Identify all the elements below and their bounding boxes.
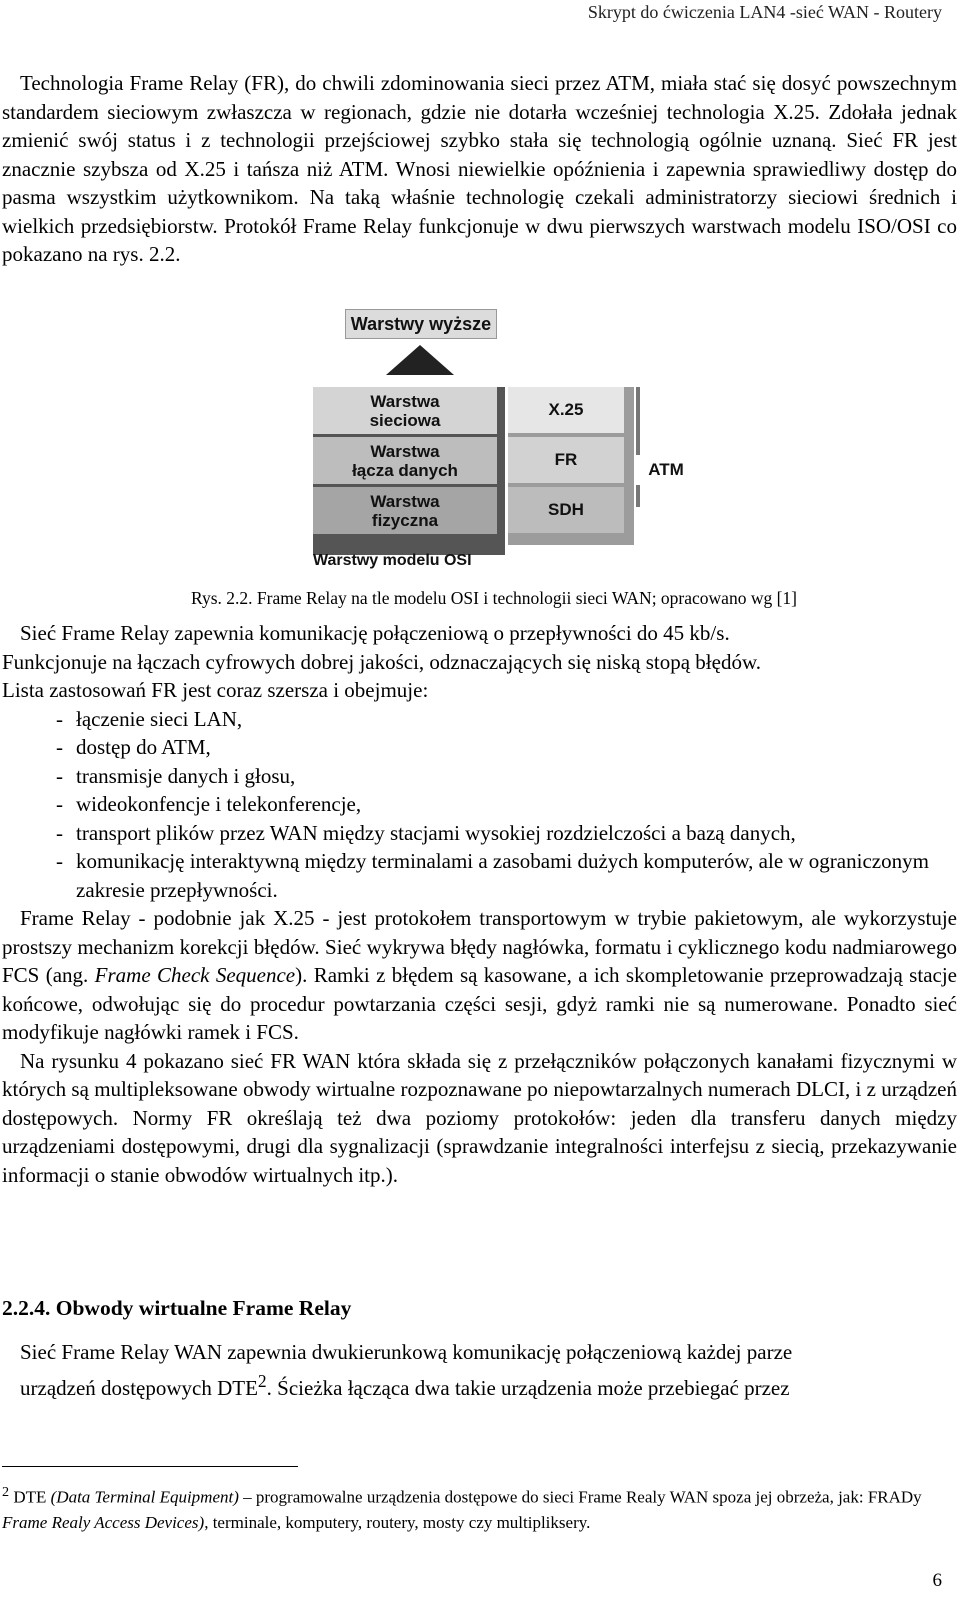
page-number: 6	[932, 1570, 942, 1591]
frame-relay-body	[2, 619, 957, 1189]
osi-layer-stack	[313, 387, 505, 555]
running-header: Skrypt do ćwiczenia LAN4 -sieć WAN - Routery	[587, 2, 942, 22]
paragraph-text	[2, 904, 957, 1047]
footnote-term: DTE	[13, 1487, 47, 1507]
figure-caption: Rys. 2.2. Frame Relay na tle modelu OSI i technologii sieci WAN; opracowano wg [1]	[190, 588, 797, 608]
osi-figure	[308, 305, 708, 571]
layer-label: Warstwa	[370, 491, 440, 511]
technology-x25: X.25	[508, 387, 624, 433]
layer-label: Warstwa	[370, 391, 440, 411]
virtual-circuits-paragraph	[20, 1338, 920, 1402]
layer-label: łącza danych	[352, 460, 458, 480]
fcs-term: Frame Check Sequence	[94, 963, 296, 987]
list-item: - łączenie sieci LAN,	[56, 705, 957, 734]
footnote-divider	[2, 1466, 298, 1467]
footnote-reference: 2	[257, 1370, 267, 1391]
list-item: - komunikację interaktywną między terminalami a zasobami dużych komputerów, ale w ograniczonym zakresie przepływności.	[56, 847, 957, 904]
list-item: - transport plików przez WAN między stacjami wysokiej rozdzielczości a bazą danych,	[56, 819, 957, 848]
footnote-text: , terminale, komputery, routery, mosty czy multipliksery.	[204, 1512, 591, 1532]
text-run: Frame Relay - podobnie jak X.25 - jest protokołem transportowym w trybie pakietowym, ale wykorzystuje prostszy mechanizm korekcji błędów. Sieć wykrywa błędy nagłówka, formatu i cyklicznego kodu nadmiarowego FCS (ang.	[2, 906, 957, 987]
applications-list	[2, 705, 957, 905]
up-arrow-icon	[386, 345, 454, 375]
paragraph-text: Sieć Frame Relay WAN zapewnia dwukierunkową komunikację połączeniową każdej parze	[20, 1340, 793, 1364]
paragraph-text: Technologia Frame Relay (FR), do chwili zdominowania sieci przez ATM, miała stać się dosyć powszechnym standardem sieciowym zwłaszcza w regionach, gdzie nie dotarła wcześniej technologia X.25. Zdołała jednak zmienić swój status i z technologii przejściowej szybko stała się technologią ogólnie uznaną. Sieć FR jest znacznie szybsza od X.25 i tańsza niż ATM. Wnosi niewielkie opóźnienia i zapewnia sprawiedliwy dostęp do pasma wszystkim użytkownikom. Na taką właśnie technologię czekali administratorzy sieciowi średnich i wielkich przedsiębiorstw. Protokół Frame Relay funkcjonuje w dwu pierwszych warstwach modelu ISO/OSI co pokazano na rys. 2.2.	[2, 71, 957, 266]
text-run: ). Ramki z błędem są kasowane, a ich skompletowanie przeprowadzają stacje końcowe, odwołując się do procedur powtarzania części sesji, gdyż ramki nie są numerowane. Ponadto sieć modyfikuje nagłówki ramek i FCS.	[2, 963, 957, 1044]
footnote-term-expansion: (Data Terminal Equipment)	[50, 1487, 239, 1507]
osi-model-label: Warstwy modelu OSI	[313, 552, 472, 569]
physical-layer	[313, 487, 497, 534]
network-layer	[313, 387, 497, 434]
list-item: - dostęp do ATM,	[56, 733, 957, 762]
atm-bracket	[636, 387, 640, 507]
data-link-layer	[313, 437, 497, 484]
footnote	[2, 1480, 957, 1535]
paragraph-text: Sieć Frame Relay zapewnia komunikację połączeniową o przepływności do 45 kb/s.	[20, 621, 730, 645]
layer-label: sieciowa	[369, 410, 441, 430]
text-run: urządzeń dostępowych DTE	[20, 1375, 258, 1400]
footnote-number: 2	[2, 1484, 10, 1500]
list-item: - transmisje danych i głosu,	[56, 762, 957, 791]
atm-label: ATM	[636, 455, 696, 485]
section-heading: 2.2.4. Obwody wirtualne Frame Relay	[2, 1296, 352, 1320]
intro-paragraph	[2, 69, 957, 269]
paragraph-text: Na rysunku 4 pokazano sieć FR WAN która składa się z przełączników połączonych kanałami fizycznymi w których są multipleksowane obwody wirtualne rozpoznawane po niepowtarzalnych numerach DLCI, i z urządzeń dostępowych. Normy FR określają też dwa poziomy protokołów: jeden dla transferu danych między urządzeniami dostępowymi, drugi dla sygnalizacji (sprawdzanie integralności interfejsu z siecią, przekazywanie informacji o stanie obwodów wirtualnych itp.).	[2, 1048, 957, 1187]
layer-label: Warstwa	[370, 441, 440, 461]
text-run: . Ścieżka łącząca dwa takie urządzenia może przebiegać przez	[266, 1375, 790, 1400]
paragraph-text: Lista zastosowań FR jest coraz szersza i obejmuje:	[2, 678, 429, 702]
upper-layers-label: Warstwy wyższe	[345, 309, 497, 339]
footnote-text: – programowalne urządzenia dostępowe do sieci Frame Realy WAN spoza jej obrzeża, jak: FRADy	[238, 1487, 922, 1507]
paragraph-text	[20, 1367, 920, 1403]
paragraph-text: Funkcjonuje na łączach cyfrowych dobrej jakości, odznaczających się niską stopą błędów.	[2, 649, 762, 674]
frad-expansion: Frame Realy Access Devices)	[2, 1512, 205, 1532]
technology-fr: FR	[508, 437, 624, 483]
list-item: - wideokonfencje i telekonferencje,	[56, 790, 957, 819]
technology-sdh: SDH	[508, 487, 624, 533]
layer-label: fizyczna	[371, 510, 439, 530]
wan-technology-column	[508, 387, 634, 545]
